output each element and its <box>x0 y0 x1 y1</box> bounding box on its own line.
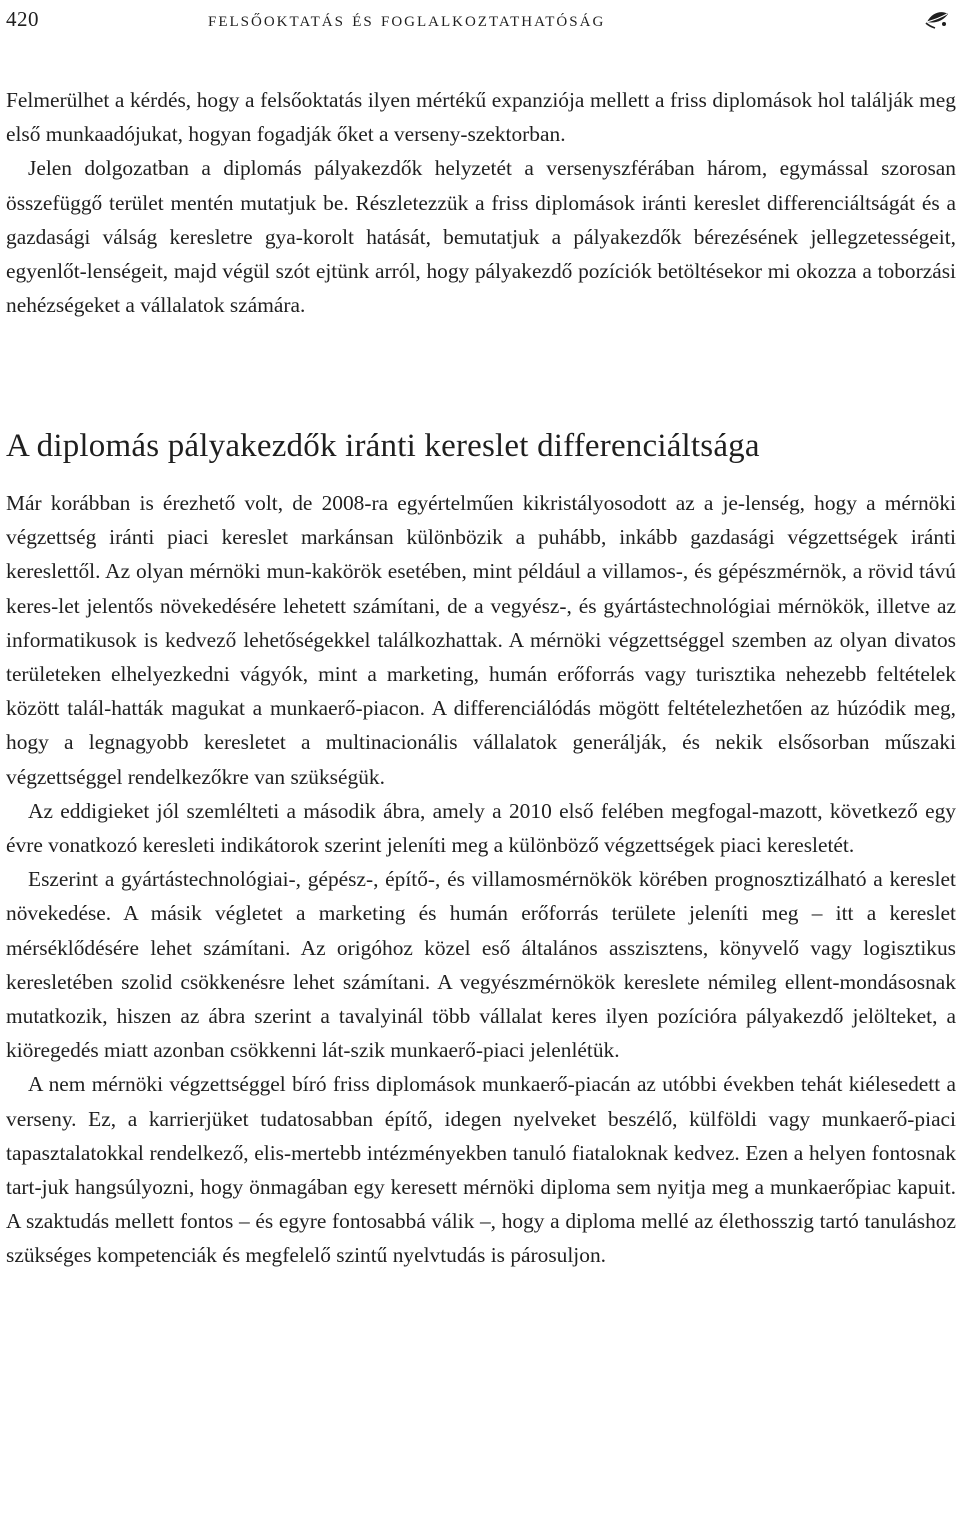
section-heading: A diplomás pályakezdők iránti kereslet differenciáltsága <box>6 428 760 464</box>
intro-paragraph-1: Felmerülhet a kérdés, hogy a felsőoktatás ilyen mértékű expanziója mellett a friss diplomások hol találják meg első munkaadójukat, hogyan fogadják őket a verseny-szektorban. <box>6 88 956 147</box>
section-body <box>6 486 956 1273</box>
page-number: 420 <box>6 6 39 31</box>
leaf-ornament-icon <box>924 8 950 30</box>
body-paragraph-3: Eszerint a gyártástechnológiai-, gépész-, építő-, és villamosmérnökök körében prognosztizálható a kereslet növekedése. A másik végletet a marketing és humán erőforrás területe jeleníti meg – itt a kereslet mérséklődésére lehet számítani. Az origóhoz közel eső általános asszisztens, könyvelő vagy logisztikus keresletében szolid csökkenésre lehet számítani. A vegyészmérnökök kereslete némileg ellent-mondásosnak mutatkozik, hiszen az ábra szerint a tavalyinál több vállalat keres ilyen pozícióra pályakezdő jelölteket, a kiöregedés miatt azonban csökkenni lát-szik munkaerő-piaci jelenlétük. <box>6 867 956 1063</box>
body-paragraph-4: A nem mérnöki végzettséggel bíró friss diplomások munkaerő-piacán az utóbbi években tehát kiélesedett a verseny. Ez, a karrierjüket tudatosabban építő, idegen nyelveket beszélő, külföldi vagy munkaerő-piaci tapasztalatokkal rendelkező, elis-mertebb intézményekben tanuló fiataloknak kedvez. Ezen a helyen fontosnak tart-juk hangsúlyozni, hogy önmagában egy keresett mérnöki diploma sem nyitja meg a munkaerőpiac kapuit. A szaktudás mellett fontos – és egyre fontosabbá válik –, hogy a diploma mellé az élethosszig tartó tanuláshoz szükséges kompetenciák és megfelelő szintű nyelvtudás is párosuljon. <box>6 1072 956 1268</box>
intro-text <box>6 83 956 322</box>
intro-paragraph-2: Jelen dolgozatban a diplomás pályakezdők helyzetét a versenyszférában három, egymással szorosan összefüggő terület mentén mutatjuk be. Részletezzük a friss diplomások iránti kereslet differenciáltságát és a gazdasági válság keresletre gya-korolt hatását, bemutatjuk a pályakezdők bérezésének jellegzetességeit, egyenlőt-lenségeit, majd végül szót ejtünk arról, hogy pályakezdő pozíciók betöltésekor mi okozza a toborzási nehézségeket a vállalatok számára. <box>6 156 956 318</box>
running-header <box>6 6 956 32</box>
running-title: felsőoktatás és foglalkoztathatóság <box>208 6 606 31</box>
body-paragraph-1: Már korábban is érezhető volt, de 2008-ra egyértelműen kikristályosodott az a je-lenség, hogy a mérnöki végzettség iránti piaci kereslet markánsan különbözik a puhább, inkább gazdasági végzettségek iránti kereslettől. Az olyan mérnöki mun-kakörök esetében, mint például a villamos-, és gépészmérnök, a rövid távú keres-let jelentős növekedésére lehetett számítani, de a vegyész-, és gyártástechnológiai mérnökök, illetve az informatikusok is kedvező lehetőségekkel találkozhattak. A mérnöki végzettséggel szemben az olyan divatos területeken elhelyezkedni vágyók, mint a marketing, humán erőforrás vagy turisztika nehezebb feltételek között talál-hatták magukat a munkaerő-piacon. A differenciálódás mögött feltételezhetően az húzódik meg, hogy a legnagyobb keresletet a multinacionális vállalatok generálják, és nekik elsősorban műszaki végzettséggel rendelkezőkre van szükségük. <box>6 491 956 789</box>
book-page <box>6 0 956 1528</box>
body-paragraph-2: Az eddigieket jól szemlélteti a második ábra, amely a 2010 első felében megfogal-mazott, következő egy évre vonatkozó keresleti indikátorok szerint jeleníti meg a különböző végzettségek piaci keresletét. <box>6 798 956 858</box>
